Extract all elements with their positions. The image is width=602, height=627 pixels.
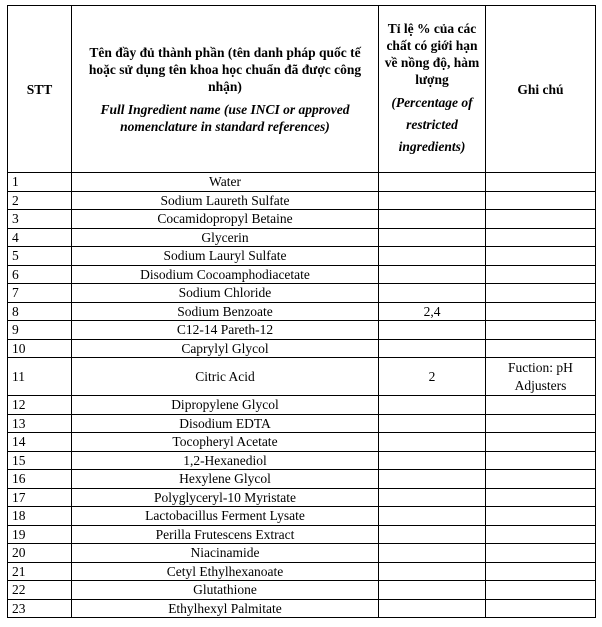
table-row: [8, 358, 596, 396]
row-ingredient-name: Citric Acid: [72, 358, 379, 396]
row-ingredient-name: Disodium EDTA: [72, 414, 379, 433]
row-percentage: [379, 265, 486, 284]
row-ingredient-name: Glycerin: [72, 228, 379, 247]
row-stt: 14: [8, 433, 72, 452]
table-row: [8, 191, 596, 210]
row-stt: 8: [8, 302, 72, 321]
row-ingredient-name: Lactobacillus Ferment Lysate: [72, 507, 379, 526]
row-percentage: [379, 321, 486, 340]
row-percentage: [379, 414, 486, 433]
row-ingredient-name: Tocopheryl Acetate: [72, 433, 379, 452]
header-row: [8, 6, 596, 173]
row-percentage: 2,4: [379, 302, 486, 321]
row-stt: 1: [8, 173, 72, 192]
row-percentage: [379, 507, 486, 526]
row-note: [486, 265, 596, 284]
row-ingredient-name: Water: [72, 173, 379, 192]
row-percentage: [379, 562, 486, 581]
table-row: [8, 507, 596, 526]
row-percentage: [379, 433, 486, 452]
ingredients-table: [7, 5, 596, 618]
row-note: Fuction: pH Adjusters: [486, 358, 596, 396]
header-name-vi: Tên đầy đủ thành phần (tên danh pháp quốc tế hoặc sử dụng tên khoa học chuẩn đã được công nhận): [88, 44, 362, 94]
table-row: [8, 321, 596, 340]
row-ingredient-name: Sodium Benzoate: [72, 302, 379, 321]
row-percentage: [379, 488, 486, 507]
row-percentage: [379, 470, 486, 489]
row-note: [486, 525, 596, 544]
row-ingredient-name: Disodium Cocoamphodiacetate: [72, 265, 379, 284]
header-pct-vi: Tỉ lệ % của các chất có giới hạn về nồng độ, hàm lượng: [384, 21, 480, 87]
row-percentage: [379, 247, 486, 266]
row-stt: 11: [8, 358, 72, 396]
row-stt: 15: [8, 451, 72, 470]
row-stt: 22: [8, 581, 72, 600]
row-stt: 16: [8, 470, 72, 489]
row-percentage: [379, 228, 486, 247]
row-ingredient-name: Dipropylene Glycol: [72, 396, 379, 415]
table-body: [8, 173, 596, 618]
row-note: [486, 488, 596, 507]
table-row: [8, 173, 596, 192]
row-stt: 3: [8, 210, 72, 229]
row-note: [486, 414, 596, 433]
header-note: Ghi chú: [486, 6, 596, 173]
row-stt: 10: [8, 339, 72, 358]
row-stt: 2: [8, 191, 72, 210]
row-percentage: [379, 525, 486, 544]
row-stt: 21: [8, 562, 72, 581]
row-note: [486, 599, 596, 618]
table-row: [8, 470, 596, 489]
row-stt: 19: [8, 525, 72, 544]
row-percentage: [379, 339, 486, 358]
table-row: [8, 339, 596, 358]
row-percentage: [379, 191, 486, 210]
table-header: [8, 6, 596, 173]
row-ingredient-name: Glutathione: [72, 581, 379, 600]
row-stt: 18: [8, 507, 72, 526]
row-percentage: [379, 581, 486, 600]
row-note: [486, 581, 596, 600]
row-stt: 13: [8, 414, 72, 433]
table-row: [8, 228, 596, 247]
row-note: [486, 562, 596, 581]
row-note: [486, 173, 596, 192]
table-row: [8, 433, 596, 452]
table-row: [8, 544, 596, 563]
row-note: [486, 321, 596, 340]
row-ingredient-name: Cetyl Ethylhexanoate: [72, 562, 379, 581]
header-stt: STT: [8, 6, 72, 173]
row-stt: 17: [8, 488, 72, 507]
row-ingredient-name: 1,2-Hexanediol: [72, 451, 379, 470]
table-row: [8, 414, 596, 433]
row-note: [486, 544, 596, 563]
row-ingredient-name: Niacinamide: [72, 544, 379, 563]
row-note: [486, 284, 596, 303]
table-row: [8, 210, 596, 229]
row-note: [486, 191, 596, 210]
row-stt: 5: [8, 247, 72, 266]
row-stt: 7: [8, 284, 72, 303]
table-row: [8, 562, 596, 581]
row-stt: 12: [8, 396, 72, 415]
row-percentage: [379, 451, 486, 470]
row-percentage: [379, 284, 486, 303]
row-ingredient-name: Ethylhexyl Palmitate: [72, 599, 379, 618]
table-row: [8, 247, 596, 266]
row-percentage: [379, 173, 486, 192]
row-stt: 20: [8, 544, 72, 563]
header-pct-en: (Percentage of restricted ingredients): [391, 95, 473, 154]
row-note: [486, 302, 596, 321]
table-row: [8, 451, 596, 470]
row-stt: 4: [8, 228, 72, 247]
header-percentage: [379, 6, 486, 173]
row-ingredient-name: C12-14 Pareth-12: [72, 321, 379, 340]
row-stt: 23: [8, 599, 72, 618]
row-percentage: [379, 599, 486, 618]
row-percentage: [379, 396, 486, 415]
row-ingredient-name: Caprylyl Glycol: [72, 339, 379, 358]
row-note: [486, 228, 596, 247]
row-stt: 9: [8, 321, 72, 340]
table-row: [8, 284, 596, 303]
row-stt: 6: [8, 265, 72, 284]
row-ingredient-name: Sodium Lauryl Sulfate: [72, 247, 379, 266]
table-row: [8, 265, 596, 284]
row-percentage: 2: [379, 358, 486, 396]
table-row: [8, 599, 596, 618]
row-ingredient-name: Sodium Chloride: [72, 284, 379, 303]
table-row: [8, 488, 596, 507]
row-ingredient-name: Hexylene Glycol: [72, 470, 379, 489]
row-percentage: [379, 544, 486, 563]
row-ingredient-name: Cocamidopropyl Betaine: [72, 210, 379, 229]
row-note: [486, 470, 596, 489]
row-note: [486, 210, 596, 229]
row-note: [486, 339, 596, 358]
table-row: [8, 581, 596, 600]
row-note: [486, 247, 596, 266]
row-note: [486, 451, 596, 470]
row-ingredient-name: Polyglyceryl-10 Myristate: [72, 488, 379, 507]
header-ingredient-name: [72, 6, 379, 173]
row-ingredient-name: Sodium Laureth Sulfate: [72, 191, 379, 210]
table-row: [8, 396, 596, 415]
table-row: [8, 302, 596, 321]
table-row: [8, 525, 596, 544]
row-note: [486, 507, 596, 526]
row-note: [486, 433, 596, 452]
row-percentage: [379, 210, 486, 229]
row-ingredient-name: Perilla Frutescens Extract: [72, 525, 379, 544]
row-note: [486, 396, 596, 415]
header-name-en: Full Ingredient name (use INCI or approved nomenclature in standard references): [100, 101, 350, 134]
